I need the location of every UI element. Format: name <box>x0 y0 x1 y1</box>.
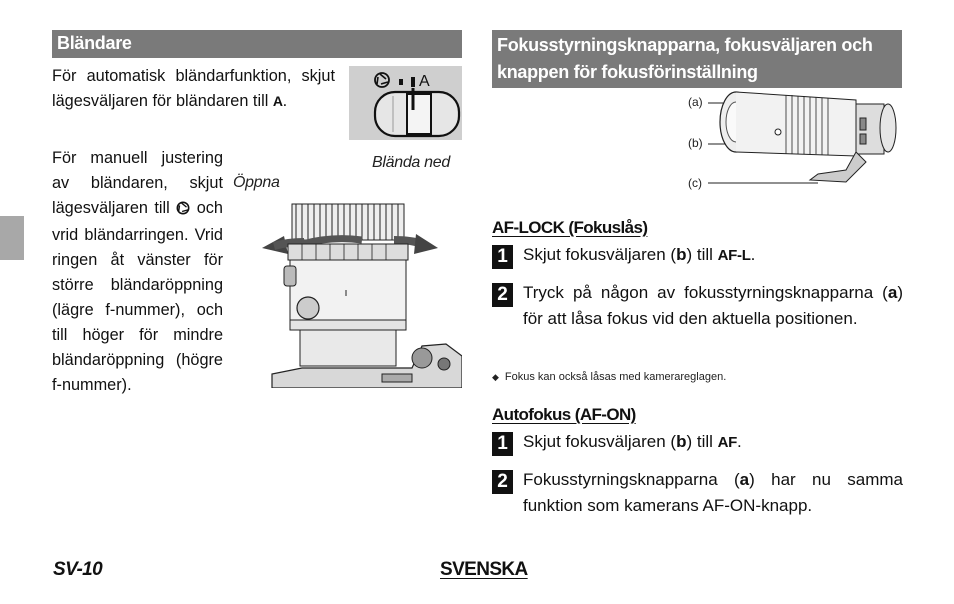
note-text: Fokus kan också låsas med kamerareglagen. <box>504 371 727 383</box>
chapter-side-tab <box>0 216 24 260</box>
callout-c: (c) <box>688 176 702 190</box>
aperture-ring-illustration <box>262 196 462 388</box>
step-number: 2 <box>492 283 513 307</box>
step-text-part: Skjut fokusväljaren ( <box>523 432 677 451</box>
section-title: Bländare <box>57 33 132 53</box>
af-lock-step-2 <box>523 280 903 332</box>
step-text-part: . <box>750 245 756 264</box>
subheading-af-on: Autofokus (AF-ON) <box>492 405 636 424</box>
auto-aperture-paragraph: För automatisk bländarfunktion, skjut lägesväljaren för bländaren till A. <box>52 67 335 110</box>
af-lock-note <box>492 371 726 383</box>
step-text-part: Skjut fokusväljaren ( <box>523 245 677 264</box>
switch-a-label: A <box>419 73 430 90</box>
caption-open: Öppna <box>233 174 280 191</box>
step-number: 1 <box>492 245 513 269</box>
step-number: 1 <box>492 432 513 456</box>
ref-b: b <box>676 245 687 264</box>
step-text-part: Fokusstyrningsknapparna ( <box>523 470 740 489</box>
aperture-mode-icon <box>176 198 190 223</box>
caption-stop-down: Blända ned <box>372 154 450 171</box>
callout-b: (b) <box>688 136 703 150</box>
callout-a: (a) <box>688 95 703 109</box>
af-on-step-1 <box>523 429 903 456</box>
paragraph-text: För manuell justering av bländaren, skjut lägesväljaren till <box>52 149 223 217</box>
paragraph-text: och vrid bländarringen. Vrid ringen åt vänster för större bländaröppning (lägre f-nummer), och till höger för mindre bländaröppning (högre f-nummer). <box>52 199 223 394</box>
mode-key-a: A <box>272 93 283 109</box>
af-lock-step-1 <box>523 242 903 269</box>
step-text-part: ) till <box>686 432 718 451</box>
step-text-part: ) har nu samma funktion som kamerans AF-ON-knapp. <box>523 470 903 515</box>
af-on-step-2 <box>523 467 903 519</box>
mode-key-af: AF <box>717 434 738 451</box>
pencil-note-icon: ◆ <box>492 372 499 382</box>
language-label: SVENSKA <box>440 559 528 580</box>
section-title: Fokusstyrningsknapparna, fokusväljaren och knappen för fokusförinställning <box>497 35 873 82</box>
telephoto-lens-drawing <box>706 90 902 190</box>
paragraph-text: För automatisk bländarfunktion, skjut lägesväljaren för bländaren till <box>52 67 335 110</box>
ref-a: a <box>887 283 898 302</box>
step-text-part: ) för att låsa fokus vid den aktuella positionen. <box>523 283 903 328</box>
aperture-switch-illustration <box>349 66 462 140</box>
lens-camera-drawing <box>262 196 462 388</box>
step-text-part: . <box>737 432 742 451</box>
manual-aperture-paragraph <box>52 146 223 398</box>
subheading-af-lock: AF-LOCK (Fokuslås) <box>492 218 648 237</box>
ref-a: a <box>739 470 750 489</box>
aperture-icon <box>375 73 389 87</box>
telephoto-lens-illustration <box>706 90 902 190</box>
aperture-switch-drawing <box>349 66 462 140</box>
section-heading-aperture <box>52 30 462 58</box>
step-number: 2 <box>492 470 513 494</box>
page-number: SV-10 <box>53 559 103 580</box>
ref-b: b <box>676 432 687 451</box>
section-heading-focus-controls <box>492 30 902 88</box>
step-text-part: ) till <box>686 245 718 264</box>
step-text-part: Tryck på någon av fokusstyrningsknapparna ( <box>523 283 888 302</box>
mode-key-af-l: AF-L <box>717 247 751 264</box>
